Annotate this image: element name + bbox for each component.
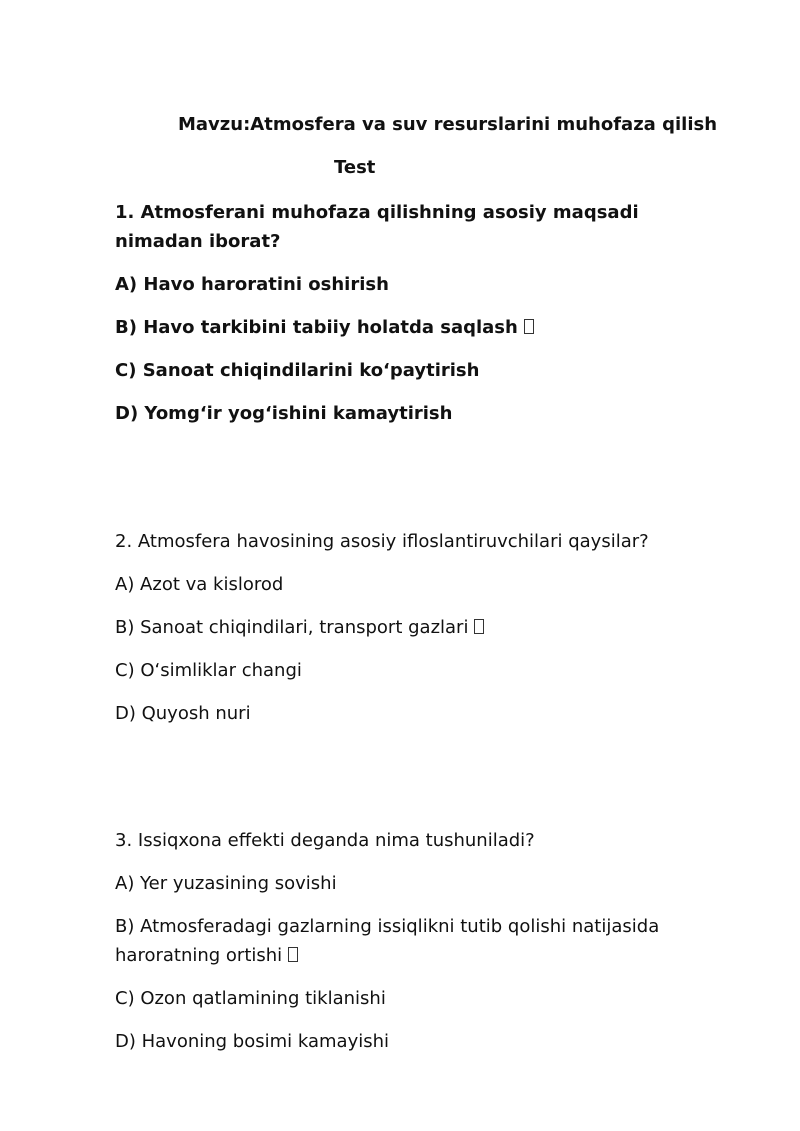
option-a [115,570,695,599]
option-a [115,270,695,299]
question-text: 2. Atmosfera havosining asosiy ifloslantiruvchilari qaysilar? [115,531,649,552]
option-text: D) Havoning bosimi kamayishi [115,1031,390,1052]
question-block-1 [115,198,695,442]
option-text: C) O‘simliklar changi [115,660,302,681]
option-text: D) Yomg‘ir yog‘ishini kamaytirish [115,403,453,424]
option-text: C) Ozon qatlamining tiklanishi [115,988,386,1009]
option-text: A) Havo haroratini oshirish [115,274,389,295]
answer-mark-icon [474,619,484,634]
option-d [115,1027,695,1056]
option-d [115,699,695,728]
question-text: 3. Issiqxona effekti deganda nima tushuniladi? [115,830,535,851]
option-text: B) Atmosferadagi gazlarning issiqlikni tutib qolishi natijasida haroratning ortishi [115,916,660,966]
option-b [115,613,695,642]
question-block-3 [115,826,695,1070]
option-c [115,356,695,385]
option-d [115,399,695,428]
option-text: B) Sanoat chiqindilari, transport gazlari [115,617,469,638]
option-b [115,912,695,970]
option-text: A) Azot va kislorod [115,574,284,595]
option-c [115,656,695,685]
option-b [115,313,695,342]
question-block-2 [115,527,695,742]
document-subtitle: Test [334,157,376,178]
question-text: 1. Atmosferani muhofaza qilishning asosiy maqsadi nimadan iborat? [115,202,639,252]
option-c [115,984,695,1013]
answer-mark-icon [524,319,534,334]
option-text: B) Havo tarkibini tabiiy holatda saqlash [115,317,518,338]
option-text: D) Quyosh nuri [115,703,251,724]
option-text: A) Yer yuzasining sovishi [115,873,337,894]
answer-mark-icon [288,947,298,962]
document-title: Mavzu:Atmosfera va suv resurslarini muhofaza qilish [178,114,718,135]
option-text: C) Sanoat chiqindilarini ko‘paytirish [115,360,480,381]
option-a [115,869,695,898]
